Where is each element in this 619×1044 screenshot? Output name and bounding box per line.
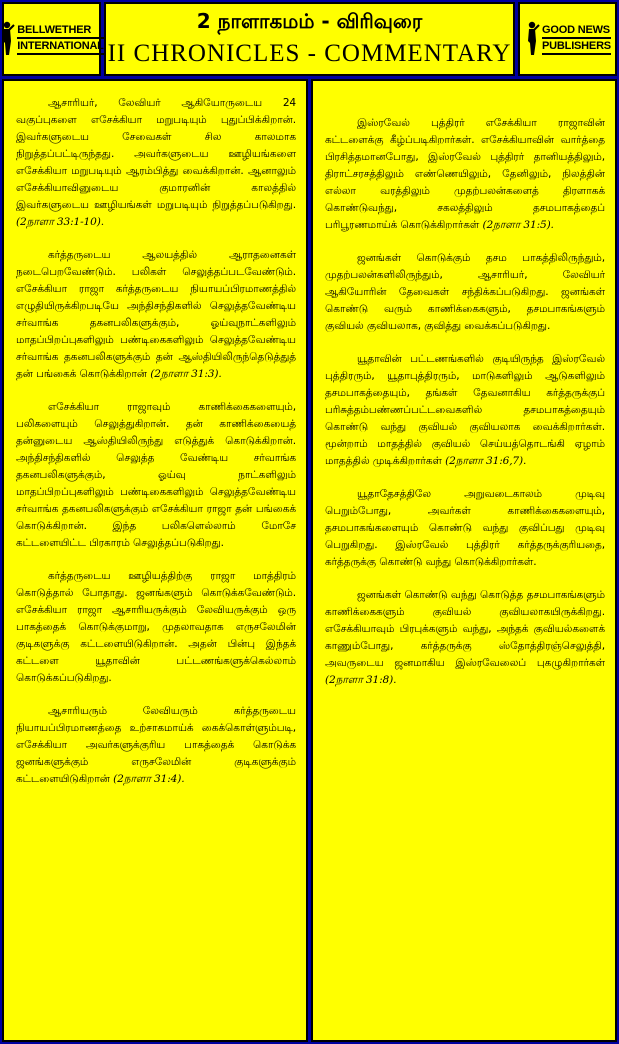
bellwether-logo	[2, 2, 104, 76]
good-news-logo	[518, 2, 617, 76]
left-column	[2, 79, 308, 1042]
paragraph-text: ஜனங்கள் கொடுக்கும் தசம பாகத்திலிருந்தும், முதற்பலன்களிலிருந்தும், ஆசாரியர், லேவியர் ஆகியோரின் தேவைகள் சந்திக்கப்படுகிறது. ஜனங்கள் கொண்டு வரும் காணிக்கைகளும், தசமபாகங்களும் குவியல் குவியலாக, குவித்து வைக்கப்படுகிறது.	[325, 252, 605, 332]
paragraph-text: யூதாவின் பட்டணங்களில் குடியிருந்த இஸ்ரவேல் புத்திரரும், யூதாபுத்திரரும், மாடுகளிலும் ஆடுகளிலும் தசமபாகத்தையும், தங்கள் தேவனாகிய கர்த்தருக்குப் பரிசுத்தம்பண்ணப்பட்டவைகளில் தசமபாகத்தையும் கொண்டு வந்து குவியல் குவியலாக வைக்கிறார்கள். மூன்றாம் மாதத்தில் குவியல் செய்யத்தொடங்கி ஏழாம் மாதத்தில் முடிக்கிறார்கள்	[325, 353, 605, 467]
commentary-paragraph	[16, 95, 296, 231]
right-logo-line1: GOOD NEWS	[542, 23, 611, 39]
paragraph-text: ஜனங்கள் கொண்டு வந்து கொடுத்த தசமபாகங்களும் காணிக்கைகளும் குவியல் குவியலாகயிருக்கிறது. எசேக்கியாவும் பிரபுக்களும் வந்து, அந்தக் குவியல்களைக் காணும்போது, கர்த்தருக்கு ஸ்தோத்திரஞ்செலுத்தி, அவருடைய ஜனமாகிய இஸ்ரவேலைப் புகழுகிறார்கள்	[325, 589, 605, 669]
paragraph-text: ஆசாரியர், லேவியர் ஆகியோருடைய 24 வகுப்புகளை எசேக்கியா மறுபடியும் புதுப்பிக்கிறான். இவர்களுடைய சேவைகள் சில காலமாக நிறுத்தப்பட்டிருந்தது. அவர்களுடைய ஊழியங்களை எசேக்கியா மறுபடியும் ஆரம்பித்து வைக்கிறான். ஆனாலும் எசேக்கியாவினுடைய குமாரனின் காலத்தில் இவர்களுடைய ஊழியங்கள் மறுபடியும் நிறுத்தப்படுகிறது.	[16, 97, 296, 211]
paragraph-text: இஸ்ரவேல் புத்திரர் எசேக்கியா ராஜாவின் கட்டளைக்கு கீழ்ப்படிகிறார்கள். எசேக்கியாவின் வார்த்தை பிரசித்தமானபோது, இஸ்ரவேல் புத்திரர் தானியத்திலும், திராட்சரசத்திலும் எண்ணெயிலும், தேனிலும், நிலத்தின் எல்லா வரத்திலும் முதற்பலன்களைத் திரளாகக் கொண்டுவந்து, சகலத்திலும் தசமபாகத்தைப் பரிபூரணமாய்க் கொடுக்கிறார்கள்	[325, 117, 605, 231]
commentary-paragraph	[16, 399, 296, 552]
pointing-figure-icon	[524, 21, 540, 57]
scripture-reference: (2நாளா 31:6,7).	[445, 455, 527, 467]
page-title-tamil: 2 நாளாகமம் - விரிவுரை	[196, 9, 423, 33]
right-logo-line2: PUBLISHERS	[542, 39, 611, 55]
commentary-paragraph	[325, 587, 605, 689]
page-title-english: II CHRONICLES - COMMENTARY	[107, 40, 512, 67]
right-column	[311, 79, 617, 1042]
scripture-reference: (2நாளா 33:1-10).	[16, 216, 104, 228]
scripture-reference: (2நாளா 31:4).	[113, 773, 185, 785]
commentary-paragraph	[325, 351, 605, 470]
scripture-reference: (2நாளா 31:3).	[150, 368, 222, 380]
pointing-figure-icon	[0, 21, 15, 57]
commentary-columns	[2, 79, 617, 1042]
scripture-reference: (2நாளா 31:5).	[482, 219, 554, 231]
commentary-paragraph	[325, 115, 605, 234]
commentary-paragraph	[16, 703, 296, 788]
title-box	[104, 2, 515, 76]
commentary-paragraph	[16, 247, 296, 383]
page-header	[2, 2, 617, 76]
commentary-paragraph	[16, 568, 296, 687]
left-logo-line2: INTERNATIONAL	[17, 39, 103, 55]
paragraph-text: எசேக்கியா ராஜாவும் காணிக்கைகளையும், பலிகளையும் செலுத்துகிறான். தன் காணிக்கையைத் தன்னுடைய ஆஸ்தியிலிருந்து எடுத்துக் கொடுக்கிறான். அந்திசந்திகளில் செலுத்த வேண்டிய சர்வாங்க தகனபலிகளுக்கும், ஓய்வு நாட்களிலும் மாதப்பிறப்புகளிலும் பண்டிகைகளிலும் செலுத்தவேண்டிய சர்வாங்க தகனபலிகளுக்கும் எசேக்கியா ராஜா தன் பங்கைக் கொடுக்கிறான். இந்த பலிகளெல்லாம் மோசே கட்டளையிட்ட பிரகாரம் செலுத்தப்படுகிறது.	[16, 401, 296, 549]
paragraph-text: கர்த்தருடைய ஊழியத்திற்கு ராஜா மாத்திரம் கொடுத்தால் போதாது. ஜனங்களும் கொடுக்கவேண்டும். எசேக்கியா ராஜா ஆசாரியருக்கும் லேவியருக்கும் ஒரு பாகத்தைக் கொடுக்குமாறு, முதலாவதாக எருசலேமின் குடிகளுக்கு கட்டளையிடுகிறான். அதன் பின்பு இந்தக் கட்டளை யூதாவின் பட்டணங்களுக்கெல்லாம் கொடுக்கப்படுகிறது.	[16, 570, 296, 684]
commentary-paragraph	[325, 486, 605, 571]
commentary-paragraph	[325, 250, 605, 335]
scripture-reference: (2நாளா 31:8).	[325, 674, 397, 686]
left-logo-line1: BELLWETHER	[17, 23, 103, 39]
paragraph-text: கர்த்தருடைய ஆலயத்தில் ஆராதனைகள் நடைபெறவேண்டும். பலிகள் செலுத்தப்படவேண்டும். எசேக்கியா ராஜா கர்த்தருடைய நியாயப்பிரமாணத்தில் எழுதியிருக்கிறபடியே அந்திசந்திகளில் செலுத்தவேண்டிய சர்வாங்க தகனபலிகளுக்கும், ஓய்வுநாட்களிலும் மாதப்பிறப்புகளிலும் பண்டிகைகளிலும் செலுத்தவேண்டிய சர்வாங்க தகனபலிகளுக்கும் தன் ஆஸ்தியிலிருந்தெடுத்துத் தன் பங்கைக் கொடுக்கிறான்	[16, 249, 296, 380]
paragraph-text: யூதாதேசத்திலே அறுவடைகாலம் முடிவு பெறும்போது, அவர்கள் காணிக்கைகளையும், தசமபாகங்களையும் கொண்டு வந்து குவிப்பது முடிவு பெறுகிறது. இஸ்ரவேல் புத்திரர் கர்த்தருக்குரியதை, கர்த்தருக்கு கொண்டு வந்து கொடுக்கிறார்கள்.	[325, 488, 605, 568]
paragraph-text: ஆசாரியரும் லேவியரும் கர்த்தருடைய நியாயப்பிரமாணத்தை உற்சாகமாய்க் கைக்கொள்ளும்படி, எசேக்கியா அவர்களுக்குரிய பாகத்தைக் கொடுக்க ஜனங்களுக்கும் எருசலேமின் குடிகளுக்கும் கட்டளையிடுகிறான்	[16, 705, 296, 785]
